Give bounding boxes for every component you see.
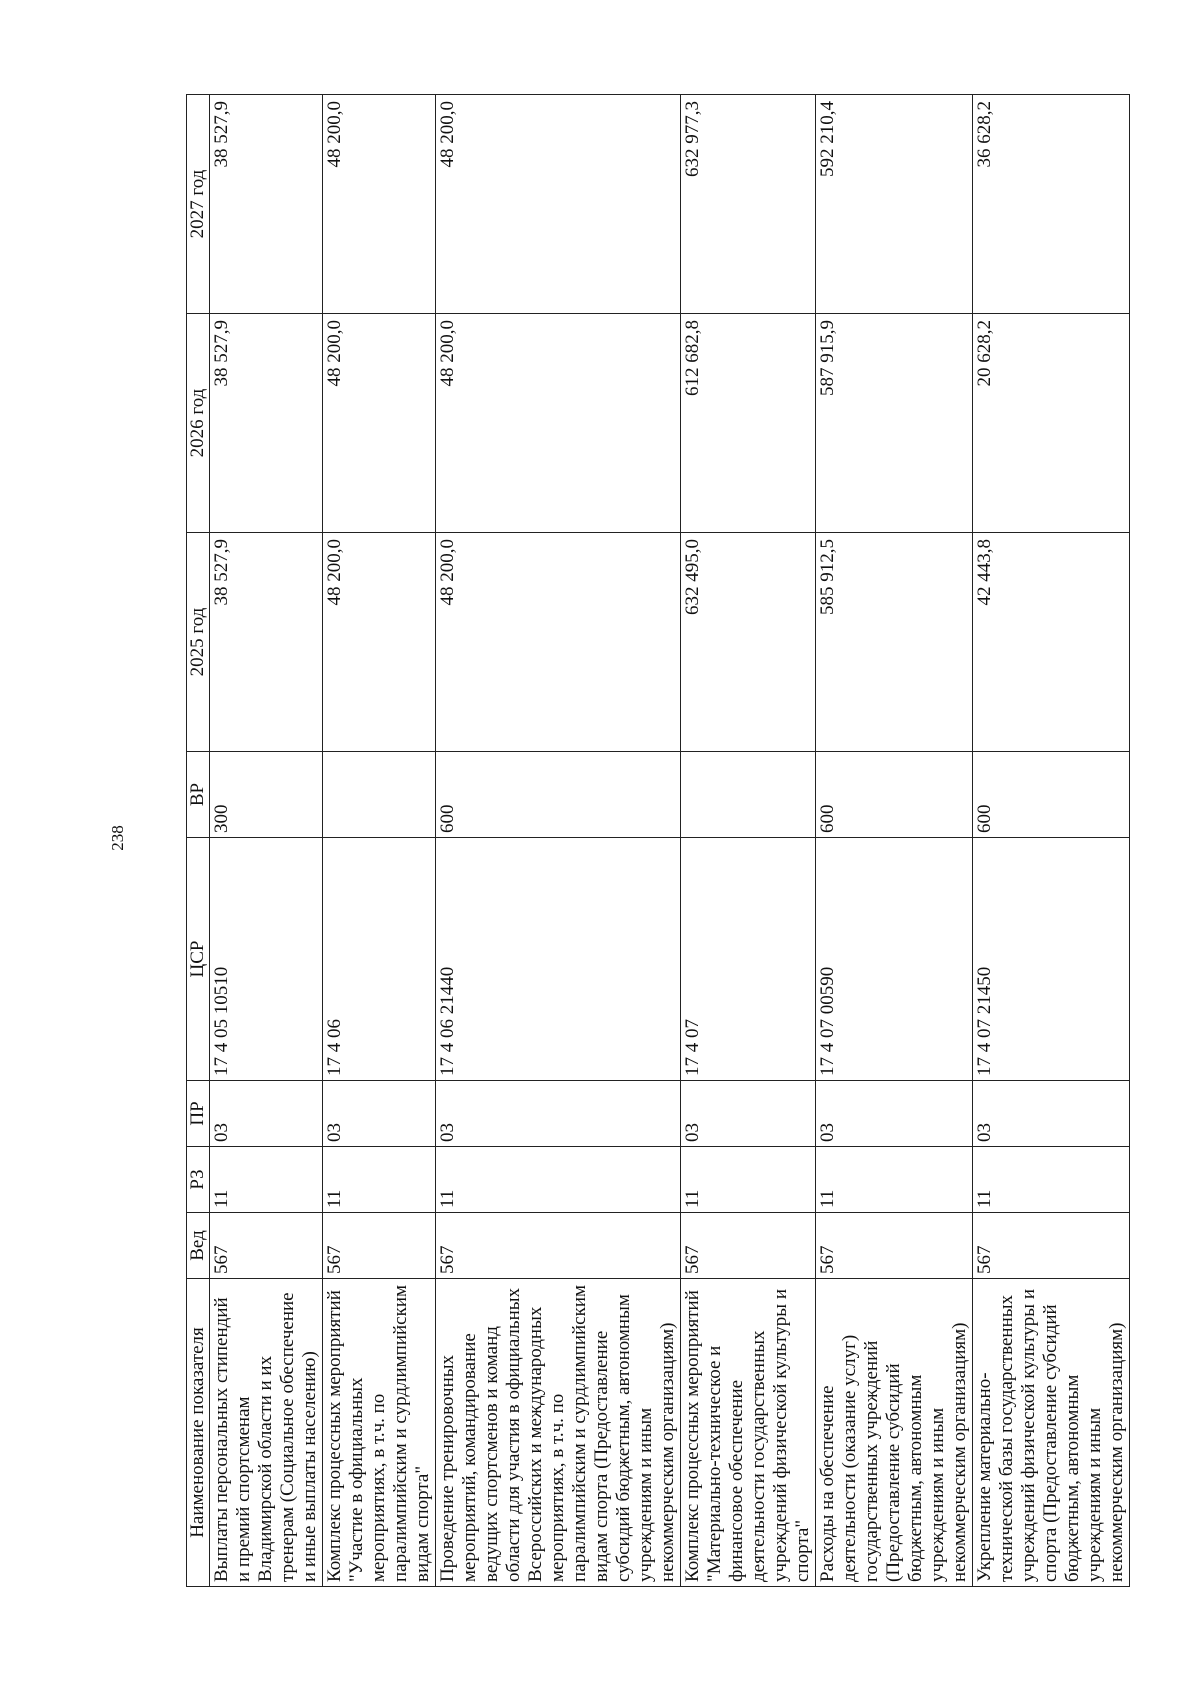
page-number: 238	[108, 825, 127, 851]
row-pr: 03	[210, 1081, 323, 1147]
row-2026: 612 682,8	[681, 314, 816, 533]
row-pr: 03	[816, 1081, 973, 1147]
header-csr: ЦСР	[187, 838, 210, 1081]
row-2026: 48 200,0	[436, 314, 681, 533]
table-row	[210, 95, 323, 1587]
table-row	[816, 95, 973, 1587]
row-rz: 11	[681, 1147, 816, 1213]
row-name: Укрепление материально-технической базы государственных учреждений физической культуры и спорта (Предоставление субсидий бюджетным, автономным учреждениям и иным некоммерческим организациям)	[973, 1279, 1130, 1587]
header-2025: 2025 год	[187, 533, 210, 752]
header-vr: ВР	[187, 752, 210, 838]
budget-table	[186, 94, 1130, 1587]
row-ved: 567	[436, 1213, 681, 1279]
row-csr: 17 4 06	[323, 838, 436, 1081]
row-2026: 38 527,9	[210, 314, 323, 533]
row-name: Проведение тренировочных мероприятий, командирование ведущих спортсменов и команд области для участия в официальных Всероссийских и международных мероприятиях, в т.ч. по паралимпийским и сурдлимпийским видам спорта (Предоставление субсидий бюджетным, автономным учреждениям и иным некоммерческим организациям)	[436, 1279, 681, 1587]
row-2026: 587 915,9	[816, 314, 973, 533]
row-pr: 03	[323, 1081, 436, 1147]
row-vr: 600	[973, 752, 1130, 838]
row-rz: 11	[816, 1147, 973, 1213]
row-name: Комплекс процессных мероприятий "Материально-техническое и финансовое обеспечение деятельности государственных учреждений физической культуры и спорта"	[681, 1279, 816, 1587]
row-name: Расходы на обеспечение деятельности (оказание услуг) государственных учреждений (Предоставление субсидий бюджетным, автономным учреждениям и иным некоммерческим организациям)	[816, 1279, 973, 1587]
header-ved: Вед	[187, 1213, 210, 1279]
row-rz: 11	[436, 1147, 681, 1213]
row-csr: 17 4 07 00590	[816, 838, 973, 1081]
row-pr: 03	[681, 1081, 816, 1147]
rotated-table-content	[186, 95, 1127, 1587]
row-name: Выплаты персональных стипендий и премий спортсменам Владимирской области и их тренерам (Социальное обеспечение и иные выплаты населению)	[210, 1279, 323, 1587]
table-header-row	[187, 95, 210, 1587]
row-ved: 567	[973, 1213, 1130, 1279]
row-2026: 48 200,0	[323, 314, 436, 533]
row-2025: 48 200,0	[323, 533, 436, 752]
row-2027: 38 527,9	[210, 95, 323, 314]
row-vr: 600	[816, 752, 973, 838]
header-name: Наименование показателя	[187, 1279, 210, 1587]
row-ved: 567	[210, 1213, 323, 1279]
rotated-table-frame	[186, 95, 1127, 1587]
row-2027: 592 210,4	[816, 95, 973, 314]
row-rz: 11	[973, 1147, 1130, 1213]
row-2027: 48 200,0	[436, 95, 681, 314]
row-rz: 11	[210, 1147, 323, 1213]
row-vr: 300	[210, 752, 323, 838]
table-row	[323, 95, 436, 1587]
row-2027: 632 977,3	[681, 95, 816, 314]
row-csr: 17 4 06 21440	[436, 838, 681, 1081]
row-ved: 567	[681, 1213, 816, 1279]
row-vr	[323, 752, 436, 838]
row-pr: 03	[436, 1081, 681, 1147]
row-ved: 567	[323, 1213, 436, 1279]
table-row	[681, 95, 816, 1587]
table-row	[436, 95, 681, 1587]
row-2027: 36 628,2	[973, 95, 1130, 314]
row-csr: 17 4 07	[681, 838, 816, 1081]
row-csr: 17 4 07 21450	[973, 838, 1130, 1081]
row-2027: 48 200,0	[323, 95, 436, 314]
header-pr: ПР	[187, 1081, 210, 1147]
row-2025: 42 443,8	[973, 533, 1130, 752]
header-2027: 2027 год	[187, 95, 210, 314]
row-2025: 48 200,0	[436, 533, 681, 752]
row-ved: 567	[816, 1213, 973, 1279]
row-2025: 585 912,5	[816, 533, 973, 752]
row-vr: 600	[436, 752, 681, 838]
row-2025: 38 527,9	[210, 533, 323, 752]
row-2025: 632 495,0	[681, 533, 816, 752]
row-csr: 17 4 05 10510	[210, 838, 323, 1081]
table-row	[973, 95, 1130, 1587]
row-pr: 03	[973, 1081, 1130, 1147]
row-name: Комплекс процессных мероприятий "Участие в официальных мероприятиях, в т.ч. по паралимпийским и сурдлимпийским видам спорта"	[323, 1279, 436, 1587]
row-2026: 20 628,2	[973, 314, 1130, 533]
header-rz: РЗ	[187, 1147, 210, 1213]
row-vr	[681, 752, 816, 838]
row-rz: 11	[323, 1147, 436, 1213]
header-2026: 2026 год	[187, 314, 210, 533]
